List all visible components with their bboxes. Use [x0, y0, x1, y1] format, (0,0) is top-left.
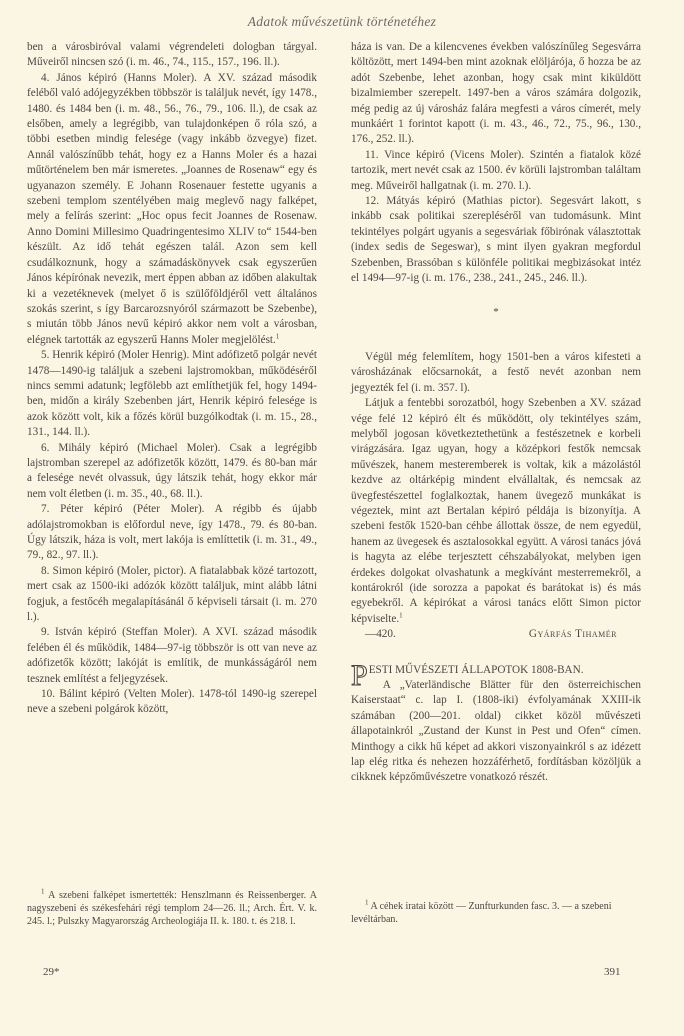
footnote [27, 887, 317, 928]
paragraph-text: Látjuk a fentebbi sorozatból, hogy Szebenben a XV. század vége felé 12 képiró élt és működött, oly tekintélyes szám, melyből jogosan következtethetünk a festészetnek e korbeli virágzására. Igaz ugyan, hogy a középkori festők nemcsak művészek, hanem mesteremberek is voltak, kik a mázolástól kezdve az oltárképig mindent elvállaltak, és nemcsak az üvegfestészettel foglalkoztak, hanem üvegező munkákat is végeztek, mint azt Bertalan képiró példája is bizonyítja. A szebeni festők 1520-ban céhbe állottak össze, de nem egyedül, hanem az üvegesek és asztalosokkal együtt. A városi tanács jóvá is hagyta az elébe terjesztett céhszabályokat, melyben igen érdekes dolgokat olvashatunk a megkívánt mesterremekről, a kontárokról (ide sorozza a papokat és barátokat is) és más egyebekről. A képirókat a városi tanács előtt Simon pictor képviselte. [351, 397, 641, 625]
paragraph [27, 71, 317, 348]
paragraph: 9. István képiró (Steffan Moler). A XVI. század második felében él és működik, 1484—97-ig többször is ott van neve az adófizetők között; lakóját is említik, de munkásságáról nem tesznek említést a feljegyzések. [27, 626, 317, 685]
footnote-text: A céhek iratai között — Zunfturkunden fasc. 3. — a szebeni levéltárban. [351, 901, 612, 925]
right-column [351, 40, 641, 786]
left-footnotes [27, 887, 317, 928]
right-footnotes [351, 898, 641, 927]
article-title: ESTI MŰVÉSZETI ÁLLAPOTOK 1808-BAN. [368, 663, 584, 676]
paragraph: A „Vaterländische Blätter für den österreichischen Kaiserstaat“ c. lap I. (1808-iki) évfolyamának XXIII-ik számában (200—201. oldal) cikket közöl művészeti állapotainkról „Zustand der Kunst in Pest und Ofen“ címen. Minthogy a cikk hű képet ad akkori viszonyainkról s az idézett lap elég ritka és nehezen hozzáférhető, fordításban közöljük a cikknek képzőművészetre vonatkozó részét. [351, 679, 641, 784]
paragraph: 6. Mihály képiró (Michael Moler). Csak a legrégibb lajstromban szerepel az adófizetők között, 1479. és 80-ban már a felesége nevét olvassuk, úgy látszik tehát, hogy ekkor már nem volt életben (i. m. 35., 40., 68. ll.). [27, 441, 317, 500]
new-article [351, 658, 641, 786]
paragraph: ben a városbiróval valami végrendeleti dologban tárgyal. Műveiről nincsen szó (i. m. 46., 74., 115., 157., 196. ll.). [27, 41, 317, 69]
paragraph: 5. Henrik képiró (Moler Henrig). Mint adófizető polgár nevét 1478—1490-ig találjuk a szebeni lajstromokban, működéséről nincs semmi adatunk; legfölebb azt említhetjük fel, hogy 1494-ben, midőn a király Szebenben járt, Henrik képiró felesége is azok között volt, kik a főzés körül buzgólkodtak (i. m. 15., 28., 131., 144. ll.). [27, 349, 317, 439]
paragraph: 8. Simon képiró (Moler, pictor). A fiatalabbak közé tartozott, mert csak az 1500-iki adózók között találjuk, mint alább látni fogjuk, a festőcéh megalapításánál ő képviseli társait (i. m. 270 l.). [27, 564, 317, 624]
paragraph: 11. Vince képiró (Vicens Moler). Szintén a fiatalok közé tartozik, mert nevét csak az 1500. év körüli lajstromban találtam meg. Műveiről hallgatnak (i. m. 270. l.). [351, 148, 641, 192]
paragraph: háza is van. De a kilencvenes években valószínűleg Segesvárra költözött, mert 1494-ben mint azoknak elöljárója, ő hozza be az adót Szebenbe, lehet azonban, hogy csak mint kiküldött bizalmiember szerepelt. 1497-ben a város számára dolgozik, még pedig az új városház falára megfesti a város címerét, mely munkáért 1 forintot kapott (i. m. 43., 46., 72., 75., 96., 130., 176., 252. ll.). [351, 41, 641, 146]
page-number: 391 [604, 966, 621, 978]
section-separator: * [493, 305, 499, 318]
author-signature: Gyárfás Tihamér [528, 628, 617, 641]
footnote-ref: 1 [275, 331, 280, 340]
footnote-text: A szebeni falképet ismertették: Henszlmann és Reissenberger. A nagyszebeni és székesfehári régi templom 24—26. ll.; Arch. Ért. V. k. 245. l.; Pulszky Magyarország Archeologiája II. k. 180. t. és 218. l. [27, 890, 317, 927]
footnote-ref: 1 [399, 611, 403, 620]
reference-number: —420. [365, 628, 396, 641]
dropcap-letter: P [351, 658, 368, 692]
paragraph [351, 396, 641, 627]
footnote [351, 898, 641, 927]
running-head: Adatok művészetünk történetéhez [247, 14, 437, 29]
paragraph: 12. Mátyás képiró (Mathias pictor). Segesvárt lakott, s inkább csak politikai szerepléséről van tudomásunk. Mint tekintélyes polgárt ugyanis a segesváriak főbirónak választottak (index sedis de Segeswar), s mint ilyen gyakran megfordul Szebenben, Brassóban s különféle politikai megbizásokat intéz el 1494—97-ig (i. m. 176., 238., 241., 245., 246. ll.). [351, 195, 641, 285]
footnote-mark: 1 [365, 898, 369, 907]
paragraph: 7. Péter képiró (Péter Moler). A régibb és újabb adólajstromokban is előfordul neve, így 1478., 79. és 80-ban. Úgy látszik, háza is volt, mert lakója is említtetik (i. m. 31., 49., 79., 82., 97. ll.). [27, 503, 317, 562]
footnote-mark: 1 [41, 887, 45, 896]
paragraph-text: 4. János képiró (Hanns Moler). A XV. század második feléből való adójegyzékben többször is találjuk nevét, így 1478., 1480. és 1484 ben (i. m. 48., 56., 76., 79., 106. ll.), de csak az elsőben, amely a legrégibb, van tulajdonképen ő róla szó, a többi esetben mindig felesége (vagy inkább özvegye) fizet. Annál valószínűbb tehát, hogy ez a Hanns Moler és a hazai műtörténelem ben már ismeretes. „Joannes de Rosenaw“ egy és ugyanazon személy. E Johann Rosenauer festette ugyanis a szebeni templom szentélyében maig meglevő nagy falképet, mely a felírás szerint: „Hoc opus fecit Joannes de Rosenaw. Anno Domini Millesimo Quadringentesimo XLIV to“ 1544-ben készült. Az idő tehát egészen talál. Azon sem kell csudálkoznunk, hogy a számadáskönyvek csak egyszerűen János képírónak nevezik, mert éppen abban az időben alakultak ki a vezetéknevek (melyet ő is szülőföldjéről vett általános szokás szerint, s így Barcarozsnyóról származott be Szebenbe), s miután több János nevű képiró akkor nem volt a városban, elégnek tartották az egyszerű Hanns Moler megjelölést. [27, 71, 317, 346]
paragraph: 10. Bálint képiró (Velten Moler). 1478-tól 1490-ig szerepel neve a szebeni polgárok között, [27, 688, 317, 716]
signature-row [351, 627, 641, 642]
left-column [27, 40, 317, 718]
paragraph: Végül még felemlítem, hogy 1501-ben a város kifesteti a városházának előcsarnokát, a festő nevét azonban nem jegyezték fel (i. m. 357. l). [351, 350, 641, 394]
signature-mark: 29* [43, 966, 60, 978]
